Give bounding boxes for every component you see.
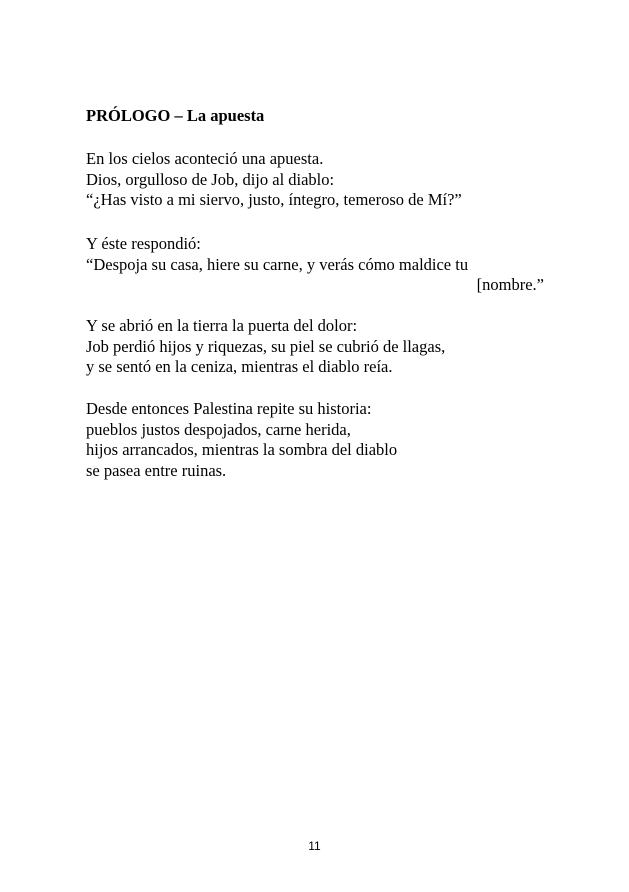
poem-line-continuation: [nombre.”: [476, 275, 544, 294]
poem-line: Desde entonces Palestina repite su historia:: [86, 399, 372, 418]
poem-line: pueblos justos despojados, carne herida,: [86, 419, 351, 439]
stanza-2: [86, 234, 546, 296]
poem-line: hijos arrancados, mientras la sombra del diablo: [86, 440, 398, 459]
chapter-title: PRÓLOGO – La apuesta: [86, 106, 265, 125]
poem-line: “Despoja su casa, hiere su carne, y verás cómo maldice tu: [86, 254, 469, 274]
poem-line: Y se abrió en la tierra la puerta del dolor:: [86, 316, 358, 335]
poem-line: y se sentó en la ceniza, mientras el diablo reía.: [86, 357, 393, 376]
poem-line: “¿Has visto a mi siervo, justo, íntegro, temeroso de Mí?”: [86, 190, 462, 209]
poem-line: se pasea entre ruinas.: [86, 460, 227, 480]
poem-line: En los cielos aconteció una apuesta.: [86, 149, 324, 168]
stanza-4: [86, 399, 546, 481]
stanza-1: [86, 149, 546, 211]
poem-line: Job perdió hijos y riquezas, su piel se cubrió de llagas,: [86, 336, 446, 356]
poem-line: Y éste respondió:: [86, 234, 201, 253]
page-number: 11: [308, 839, 321, 853]
poem-line: Dios, orgulloso de Job, dijo al diablo:: [86, 169, 335, 189]
stanza-3: [86, 316, 546, 378]
